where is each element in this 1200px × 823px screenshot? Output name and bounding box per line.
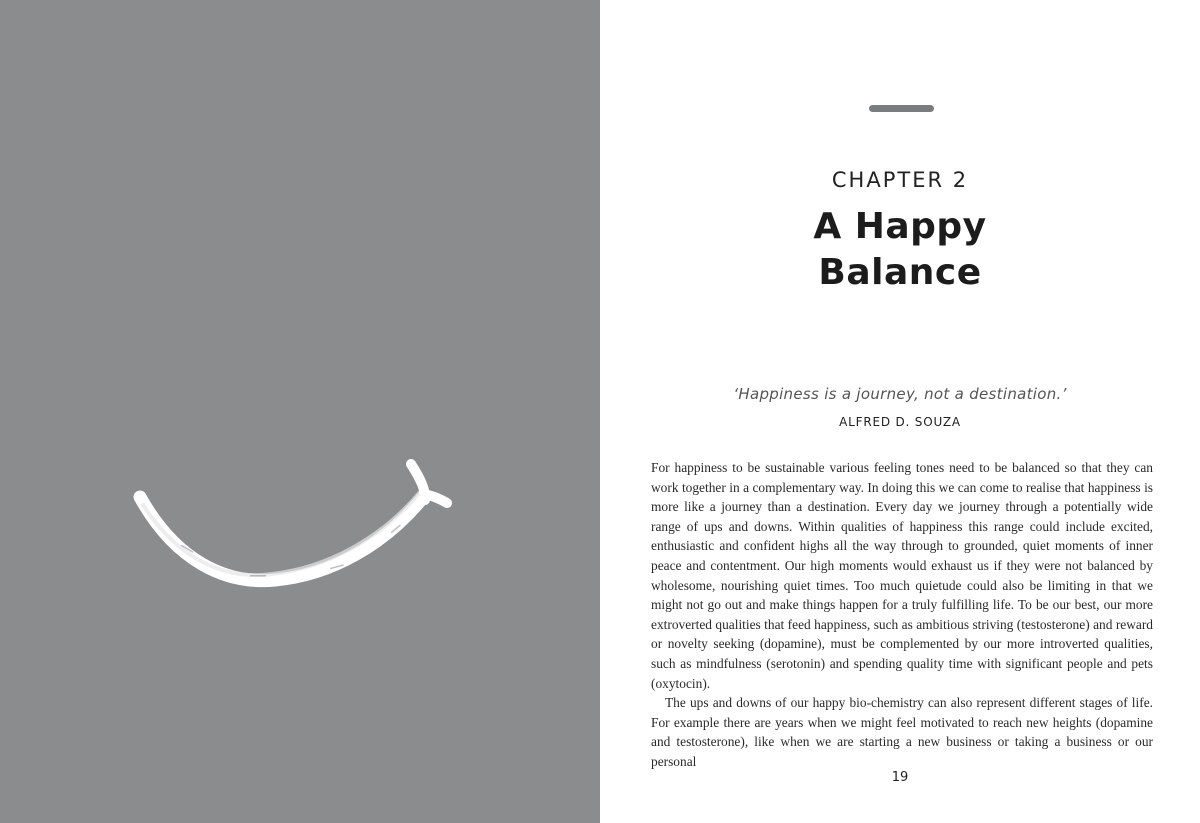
epigraph-quote: ‘Happiness is a journey, not a destination.’ <box>733 385 1067 403</box>
chapter-title <box>600 204 1200 296</box>
page-number: 19 <box>891 770 909 785</box>
chapter-title-line-2: Balance <box>818 252 982 293</box>
paragraph: For happiness to be sustainable various feeling tones need to be balanced so that they can work together in a complementary way. In doing this we can come to realise that happiness is more like a journey than a destination. Every day we journey through a potentially wide range of ups and downs. Within qualities of happiness this range could include excited, enthusiastic and confident highs all the way through to grounded, quiet moments of inner peace and contentment. Our high moments would exhaust us if they were not balanced by wholesome, nourishing quiet times. Too much quietude could also be limiting in that we might not go out and make things happen for a truly fulfilling life. To be our best, our more extroverted qualities that feed happiness, such as ambitious striving (testosterone) and reward or novelty seeking (dopamine), must be complemented by our more introverted qualities, such as mindfulness (serotonin) and spending quality time with significant people and pets (oxytocin). <box>651 460 1153 691</box>
decorative-bar <box>869 105 934 112</box>
paragraph: The ups and downs of our happy bio-chemistry can also represent different stages of life. For example there are years when we might feel motivated to reach new heights (dopamine and testosterone), like when we are starting a new business or taking a business or our personal <box>651 695 1153 769</box>
body-text <box>651 458 1153 772</box>
chapter-title-line-1: A Happy <box>813 206 987 247</box>
text-page <box>600 0 1200 823</box>
epigraph-author: ALFRED D. SOUZA <box>839 415 961 429</box>
chapter-label: CHAPTER 2 <box>831 168 969 192</box>
